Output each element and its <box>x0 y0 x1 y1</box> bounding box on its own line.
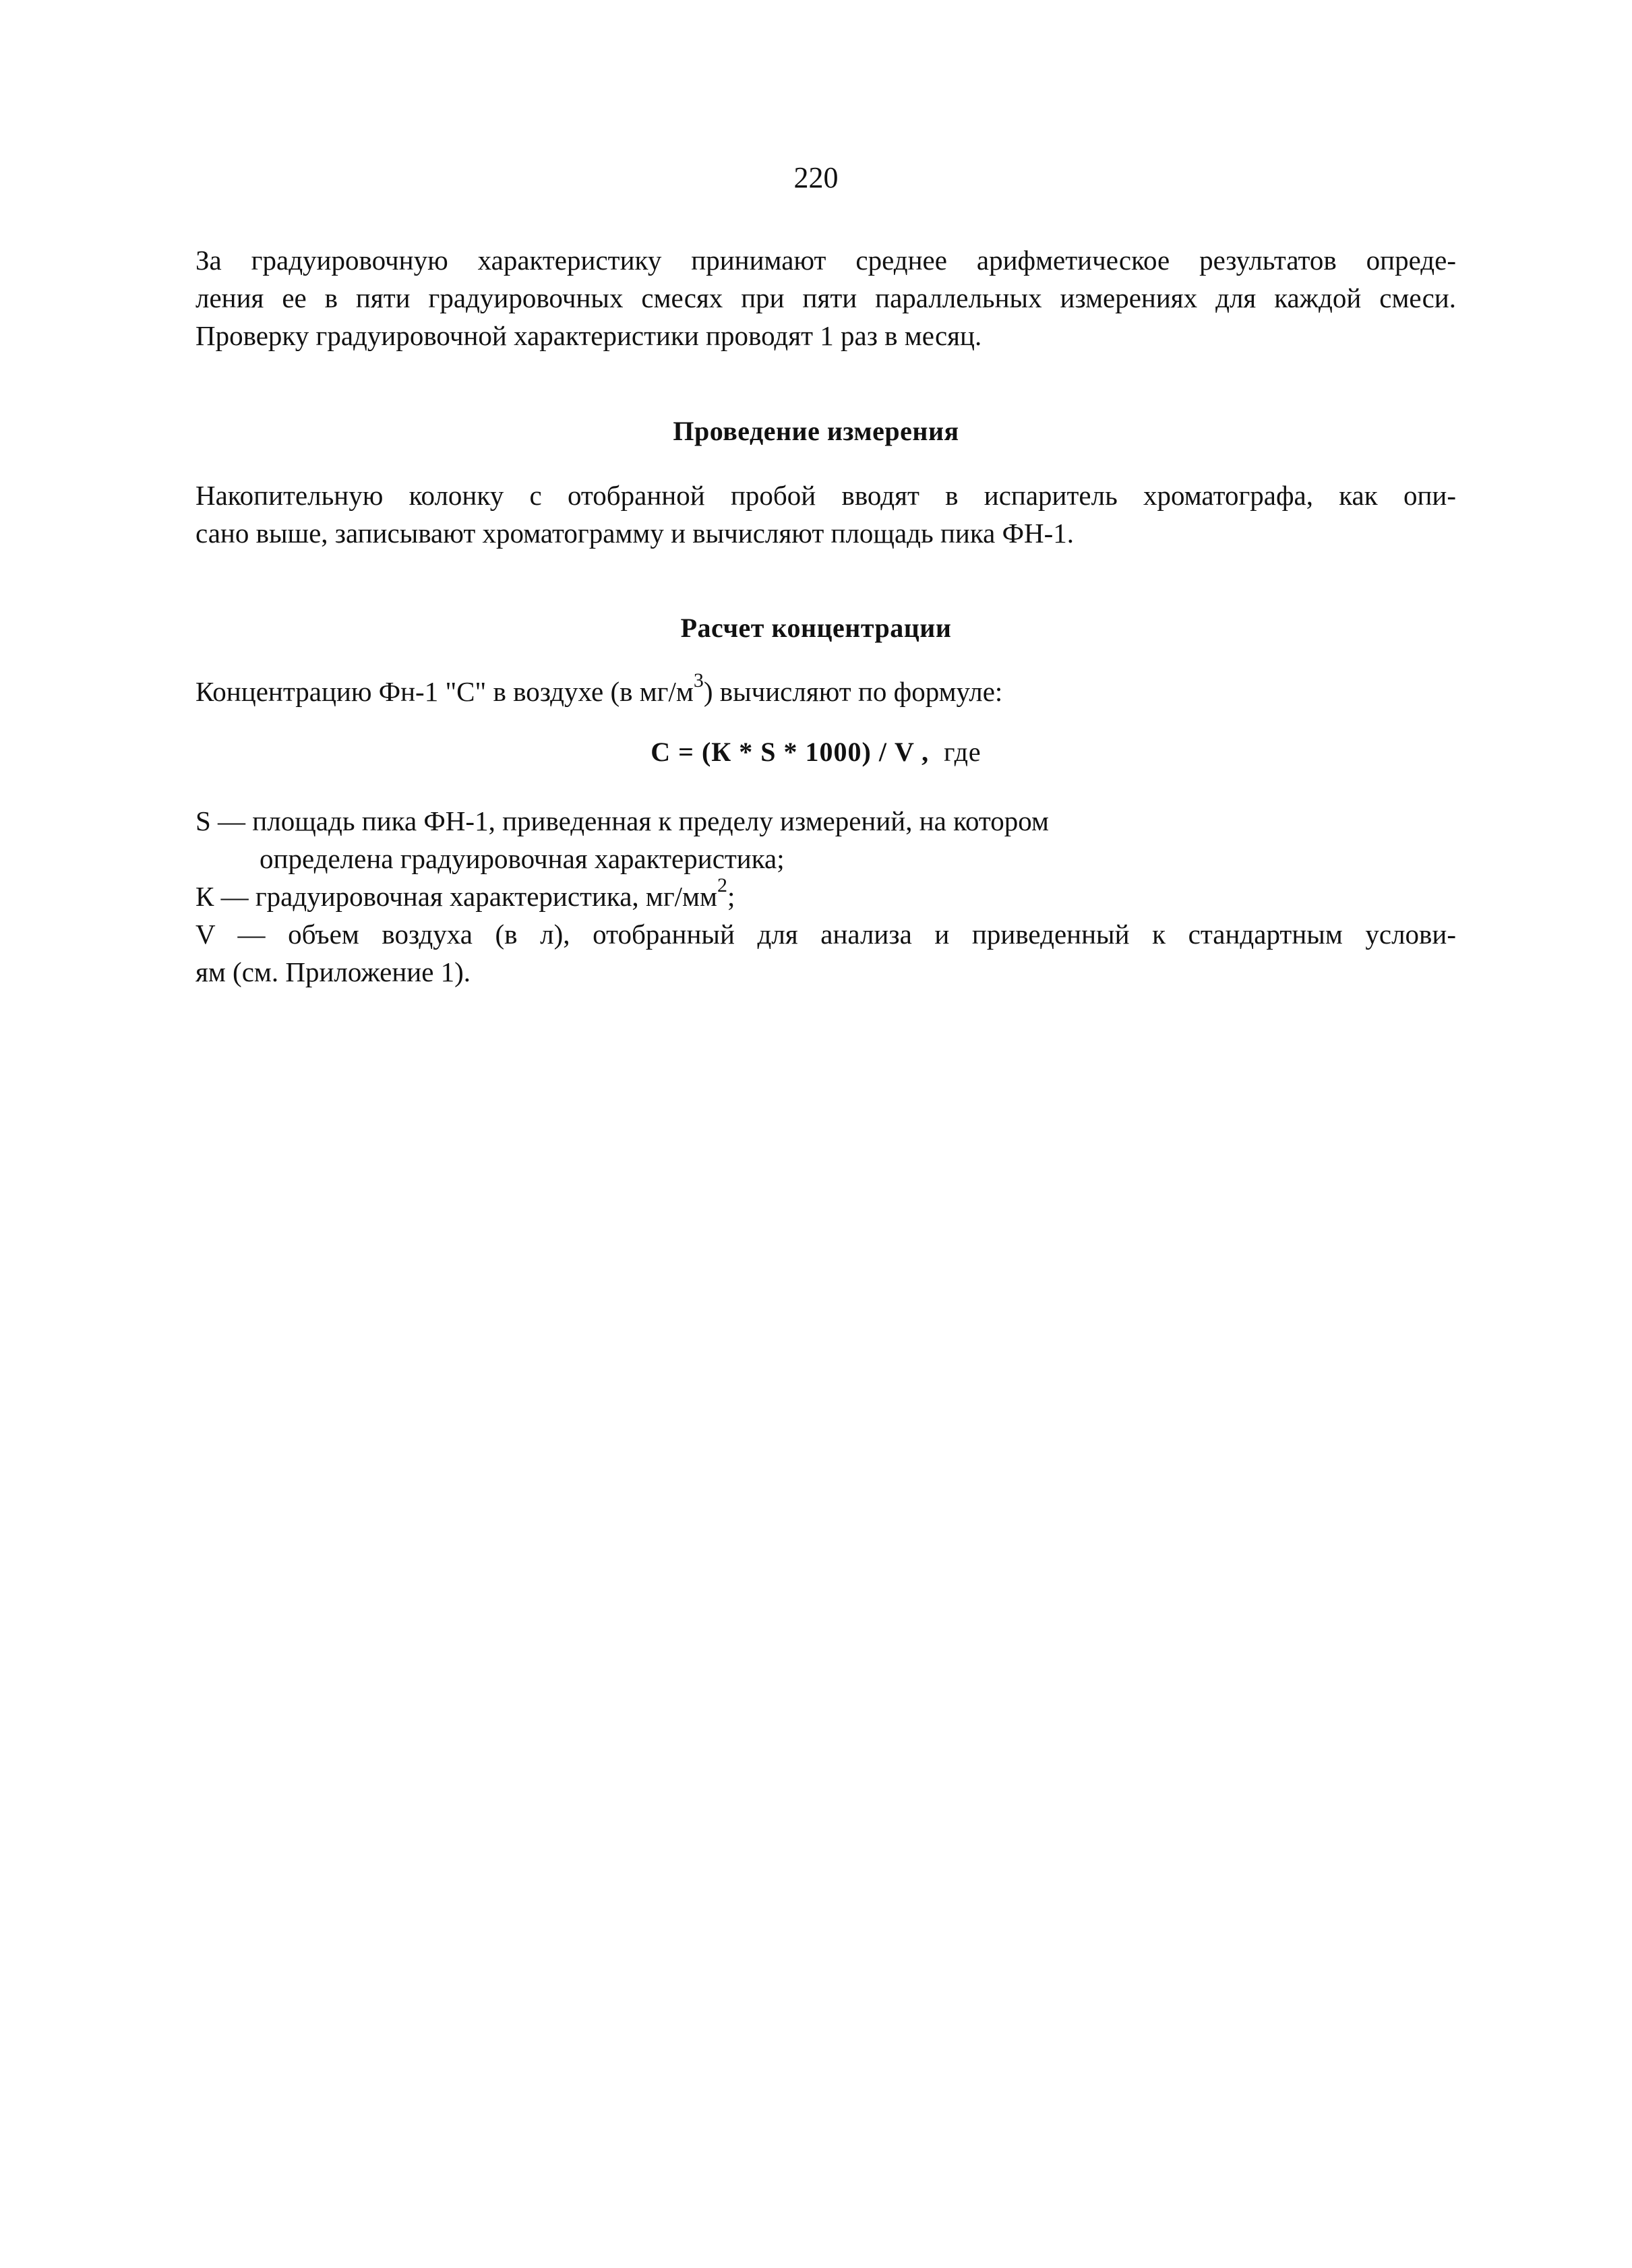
superscript: 3 <box>693 669 704 692</box>
paragraph-line: За градуировочную характеристику принимают среднее арифметическое результатов опреде- <box>195 245 1456 276</box>
paragraph-line: сано выше, записывают хроматограмму и вычисляют площадь пика ФН-1. <box>195 518 1075 549</box>
paragraph-calibration <box>195 241 1456 355</box>
definition-s-continued: определена градуировочная характеристика; <box>260 843 785 874</box>
definitions-list <box>195 802 1456 991</box>
intro-text: Концентрацию Фн-1 "С" в воздухе (в мг/м <box>195 676 694 707</box>
section-heading-measurement: Проведение измерения <box>673 416 959 446</box>
definition-text: ; <box>727 881 735 912</box>
formula-expression: С = (К * S * 1000) / V , <box>651 737 930 767</box>
paragraph-calculation-intro <box>195 669 1456 710</box>
page-number: 220 <box>793 161 839 194</box>
formula-where: где <box>944 737 981 767</box>
paragraph-line: Проверку градуировочной характеристики проводят 1 раз в месяц. <box>195 320 982 351</box>
definition-v: V — объем воздуха (в л), отобранный для анализа и приведенный к стандартным услови- <box>195 919 1456 950</box>
definition-s: S — площадь пика ФН-1, приведенная к пределу измерений, на котором <box>195 805 1049 836</box>
formula <box>0 733 1632 771</box>
intro-text: ) вычисляют по формуле: <box>703 676 1003 707</box>
section-heading-calculation: Расчет концентрации <box>680 613 952 643</box>
paragraph-measurement <box>195 477 1456 552</box>
paragraph-line <box>195 669 1456 710</box>
definition-v-continued: ям (см. Приложение 1). <box>195 956 471 987</box>
definition-text: К — градуировочная характеристика, мг/мм <box>195 881 717 912</box>
paragraph-line: ления ее в пяти градуировочных смесях при пяти параллельных измерениях для каждой смеси. <box>195 282 1456 313</box>
paragraph-line: Накопительную колонку с отобранной пробой вводят в испаритель хроматографа, как опи- <box>195 480 1456 511</box>
definition-k <box>195 874 1456 915</box>
superscript: 2 <box>717 874 727 897</box>
